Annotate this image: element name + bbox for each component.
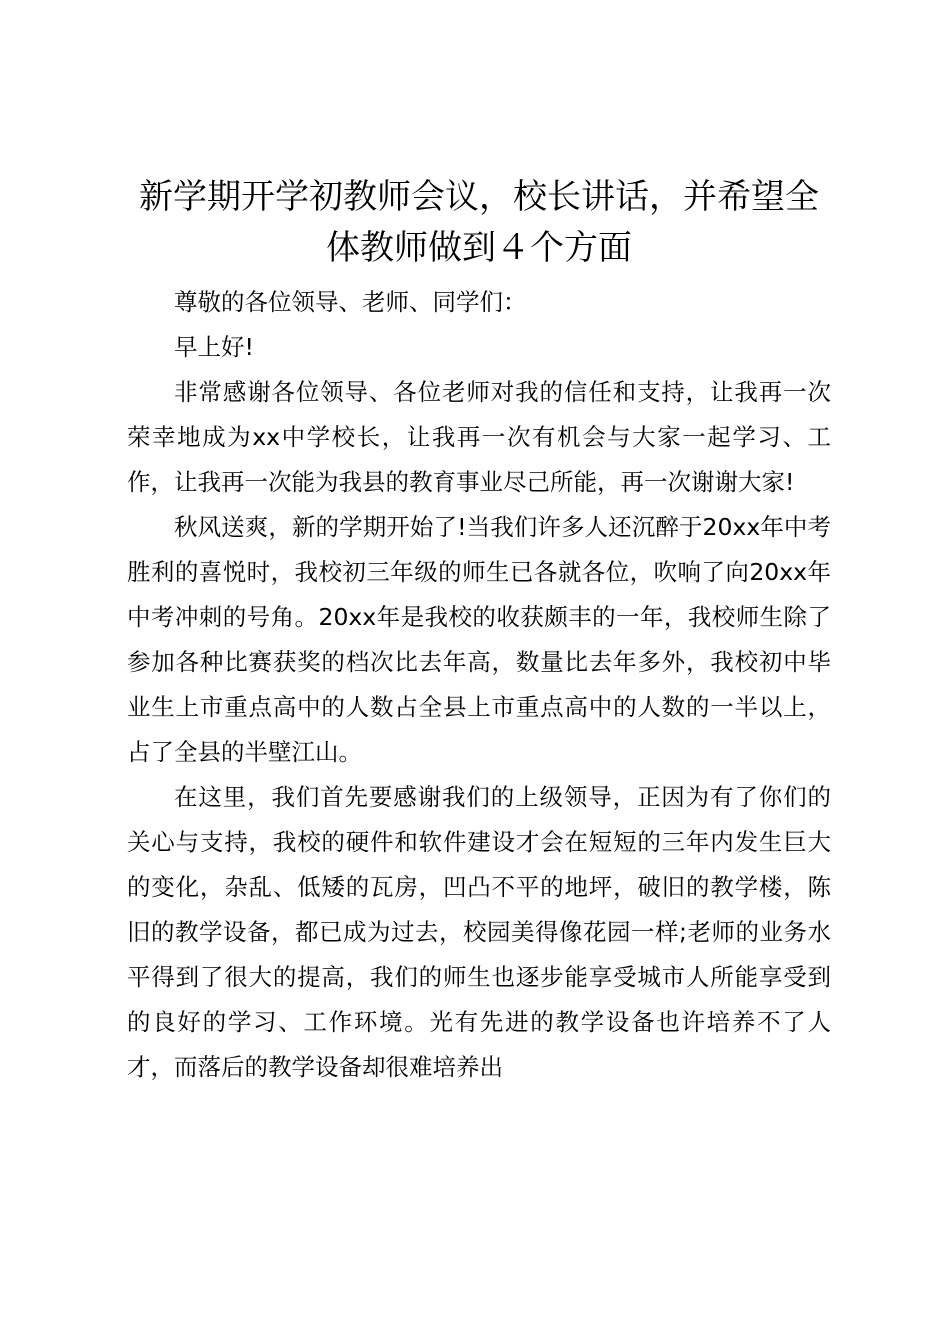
document-title: 新学期开学初教师会议，校长讲话，并希望全体教师做到４个方面 bbox=[139, 177, 819, 268]
paragraph-greeting: 早上好! bbox=[174, 333, 254, 361]
document-body bbox=[127, 280, 831, 1090]
document-page bbox=[127, 172, 831, 1090]
paragraph-new-semester: 秋风送爽，新的学期开始了!当我们许多人还沉醉于20xx年中考胜利的喜悦时，我校初三年级的师生已各就各位，吹响了向20xx年中考冲刺的号角。20xx年是我校的收获颇丰的一年，我校师生除了参加各种比赛获奖的档次比去年高，数量比去年多外，我校初中毕业生上市重点高中的人数占全县上市重点高中的人数的一半以上，占了全县的半壁江山。 bbox=[127, 513, 831, 766]
paragraph-thanks: 非常感谢各位领导、各位老师对我的信任和支持，让我再一次荣幸地成为xx中学校长，让我再一次有机会与大家一起学习、工作，让我再一次能为我县的教育事业尽己所能，再一次谢谢大家! bbox=[127, 378, 831, 496]
paragraph-appreciation: 在这里，我们首先要感谢我们的上级领导，正因为有了你们的关心与支持，我校的硬件和软件建设才会在短短的三年内发生巨大的变化，杂乱、低矮的瓦房，凹凸不平的地坪，破旧的教学楼，陈旧的教学设备，都已成为过去，校园美得像花园一样;老师的业务水平得到了很大的提高，我们的师生也逐步能享受城市人所能享受到的良好的学习、工作环境。光有先进的教学设备也许培养不了人才，而落后的教学设备却很难培养出 bbox=[127, 783, 831, 1081]
paragraph-salutation: 尊敬的各位领导、老师、同学们： bbox=[174, 288, 527, 316]
